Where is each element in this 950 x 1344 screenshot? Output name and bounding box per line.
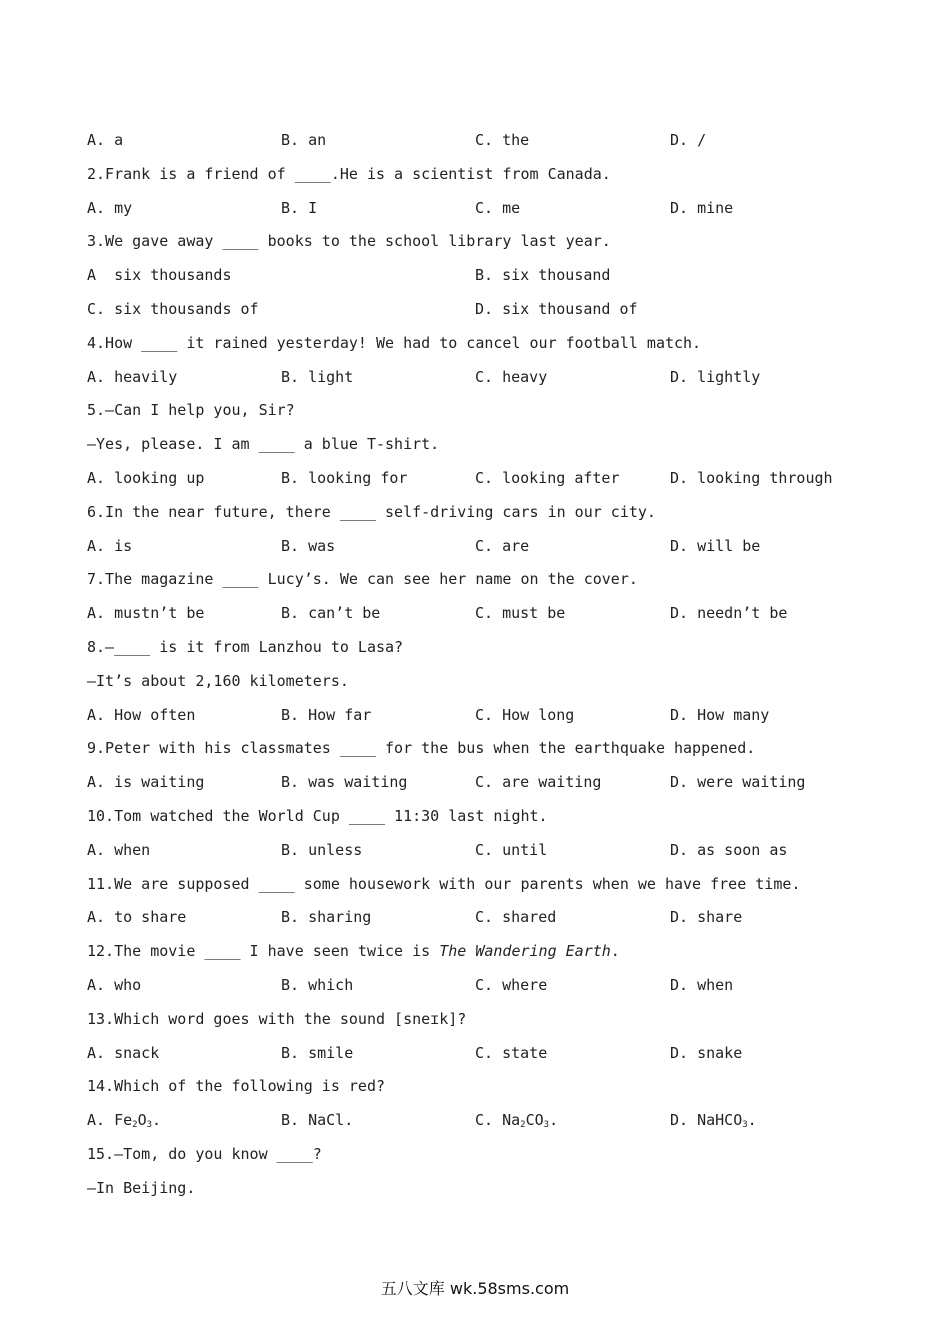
option-b: B. smile (281, 1043, 354, 1062)
option-a-text: A. Fe (87, 1111, 133, 1130)
option-b-text: B. NaCl. (281, 1111, 354, 1130)
options-row (87, 365, 867, 399)
question-text: 2.Frank is a friend of ____.He is a scientist from Canada. (87, 164, 611, 183)
subscript: 3 (742, 1120, 748, 1131)
options-row (87, 601, 867, 635)
options-row (87, 128, 867, 162)
option-b: B. How far (281, 705, 372, 724)
question-text: 10.Tom watched the World Cup ____ 11:30 last night. (87, 806, 548, 825)
options-row (87, 1108, 867, 1142)
question-list (87, 128, 867, 1210)
formula-part: O (137, 1111, 147, 1130)
question-text: 5.—Can I help you, Sir? (87, 401, 295, 420)
option-a: A. is waiting (87, 773, 205, 792)
options-row (87, 770, 867, 804)
footer-watermark: 五八文库 wk.58sms.com (380, 1279, 570, 1298)
options-row (87, 466, 867, 500)
option-d: D. share (670, 908, 743, 927)
option-c: C. looking after (475, 468, 620, 487)
option-c: C. How long (475, 705, 575, 724)
option-c: C. until (475, 840, 548, 859)
option-a: A six thousands (87, 266, 232, 285)
option-a: A. is (87, 536, 133, 555)
option-a: A. when (87, 840, 151, 859)
option-d: D. were waiting (670, 773, 806, 792)
options-row (87, 703, 867, 737)
options-row (87, 297, 867, 331)
subscript: 2 (132, 1120, 138, 1131)
option-a: A. who (87, 975, 142, 994)
option-c: C. are (475, 536, 530, 555)
question-text: 13.Which word goes with the sound [sneɪk]? (87, 1009, 467, 1028)
option-a: A. looking up (87, 468, 205, 487)
option-d: D. How many (670, 705, 770, 724)
question-text: 11.We are supposed ____ some housework with our parents when we have free time. (87, 874, 801, 893)
option-d-text: D. NaHCO (670, 1111, 743, 1130)
option-a: A. How often (87, 705, 196, 724)
option-b: B. was (281, 536, 336, 555)
options-row (87, 973, 867, 1007)
option-b (281, 1108, 353, 1132)
option-a: A. heavily (87, 367, 178, 386)
option-a: A. to share (87, 908, 187, 927)
option-d: D. looking through (670, 468, 833, 487)
option-b: B. I (281, 198, 318, 217)
option-c: C. the (475, 131, 530, 149)
option-d (670, 1108, 757, 1132)
formula-part: . (152, 1111, 162, 1130)
subscript: 3 (146, 1120, 153, 1131)
option-d: D. / (670, 131, 707, 149)
question-text: 8.—____ is it from Lanzhou to Lasa? (87, 637, 404, 656)
options-row (87, 196, 867, 230)
question-text-end: . (610, 942, 620, 961)
question-text: 4.How ____ it rained yesterday! We had to cancel our football match. (87, 333, 702, 352)
option-c: C. heavy (475, 367, 548, 386)
option-b: B. can’t be (281, 604, 381, 623)
option-b: B. light (281, 367, 354, 386)
movie-title: The Wandering Earth (439, 942, 611, 961)
option-d: D. mine (670, 198, 734, 217)
option-b: B. unless (281, 840, 363, 859)
question-text: —Yes, please. I am ____ a blue T-shirt. (87, 435, 440, 454)
formula-part: CO (525, 1111, 544, 1130)
option-b: B. six thousand (475, 266, 611, 285)
option-c: C. six thousands of (87, 299, 259, 318)
question-text: 9.Peter with his classmates ____ for the bus when the earthquake happened. (87, 739, 756, 758)
option-c: C. are waiting (475, 773, 602, 792)
question-text: 15.—Tom, do you know ____? (87, 1144, 322, 1163)
option-a: A. mustn’t be (87, 604, 205, 623)
question-text: 3.We gave away ____ books to the school library last year. (87, 232, 611, 251)
option-c: C. shared (475, 908, 557, 927)
option-d: D. snake (670, 1043, 743, 1062)
question-text: —It’s about 2,160 kilometers. (87, 671, 349, 690)
formula-part: . (549, 1111, 559, 1130)
question-text: 6.In the near future, there ____ self-driving cars in our city. (87, 502, 656, 521)
option-d: D. will be (670, 536, 761, 555)
question-text: —In Beijing. (87, 1178, 196, 1197)
option-c-text: C. Na (475, 1111, 521, 1130)
option-b: B. looking for (281, 468, 408, 487)
formula-part: . (747, 1111, 757, 1130)
option-c: C. state (475, 1043, 548, 1062)
question-text-start: 12.The movie ____ I have seen twice is (87, 942, 440, 961)
option-c: C. me (475, 198, 521, 217)
question-text: 7.The magazine ____ Lucy’s. We can see her name on the cover. (87, 570, 638, 589)
option-b: B. was waiting (281, 773, 408, 792)
option-d: D. needn’t be (670, 604, 788, 623)
option-d: D. lightly (670, 367, 761, 386)
option-c (475, 1108, 558, 1132)
option-b: B. an (281, 131, 327, 149)
option-a (87, 1108, 161, 1132)
option-d: D. six thousand of (475, 299, 638, 318)
option-d: D. when (670, 975, 734, 994)
options-row (87, 838, 867, 872)
options-row (87, 1041, 867, 1075)
option-b: B. sharing (281, 908, 372, 927)
subscript: 2 (520, 1120, 526, 1131)
options-row (87, 905, 867, 939)
subscript: 3 (543, 1120, 550, 1131)
question-text (87, 939, 867, 973)
question-text: 14.Which of the following is red? (87, 1077, 386, 1096)
options-row (87, 534, 867, 568)
option-c: C. where (475, 975, 548, 994)
option-a: A. snack (87, 1043, 160, 1062)
option-b: B. which (281, 975, 354, 994)
options-row (87, 263, 867, 297)
option-a: A. a (87, 131, 124, 149)
option-c: C. must be (475, 604, 566, 623)
option-d: D. as soon as (670, 840, 788, 859)
option-a: A. my (87, 198, 133, 217)
